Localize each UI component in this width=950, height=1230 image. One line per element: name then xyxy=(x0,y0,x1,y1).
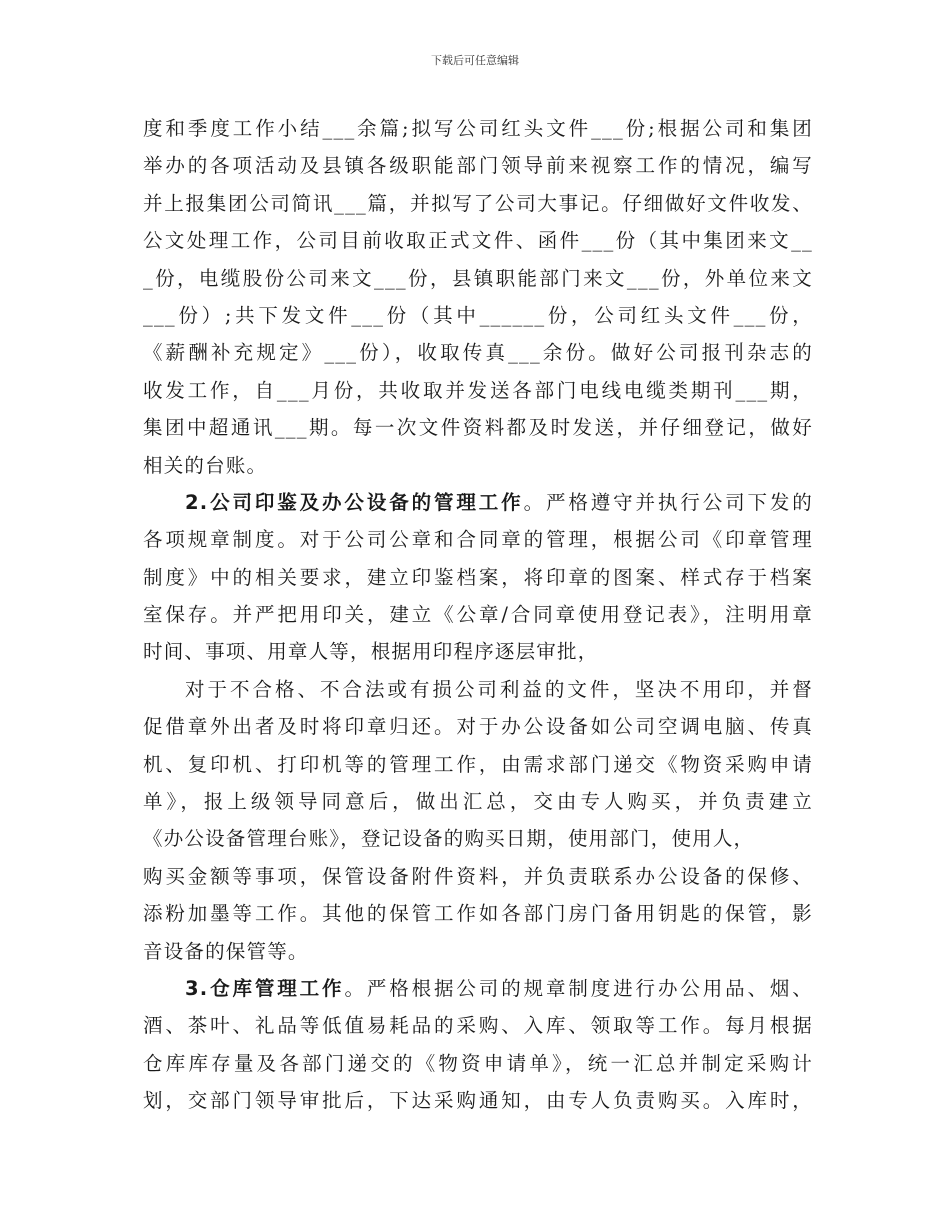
body-line: 音设备的保管等。 xyxy=(143,939,309,963)
body-line: 室保存。并严把用印关，建立《公章/合同章使用登记表》，注明用章 xyxy=(143,603,813,627)
section-2-heading: 2.公司印鉴及办公设备的管理工作 xyxy=(185,490,524,514)
body-line: 划，交部门领导审批后，下达采购通知，由专人负责购买。入库时， xyxy=(143,1089,813,1113)
page-header: 下载后可任意编辑 xyxy=(431,54,519,67)
body-line: 度和季度工作小结___余篇;拟写公司红头文件___份;根据公司和集团 xyxy=(143,117,813,140)
body-line: 相关的台账。 xyxy=(143,453,268,477)
body-line: 公文处理工作，公司目前收取正式文件、函件___份（其中集团来文__ xyxy=(143,229,813,253)
body-line: 购买金额等事项，保管设备附件资料，并负责联系办公设备的保修、 xyxy=(143,864,813,888)
body-line: 仓库库存量及各部门递交的《物资申请单》，统一汇总并制定采购计 xyxy=(143,1051,813,1075)
document-body xyxy=(143,110,813,1120)
section-3-first-text: 。严格根据公司的规章制度进行办公用品、烟、 xyxy=(344,976,814,1000)
section-3-heading: 3.仓库管理工作 xyxy=(185,976,345,1000)
body-line: _份，电缆股份公司来文___份，县镇职能部门来文___份，外单位来文 xyxy=(143,266,813,290)
paragraph-3-first-line: 对于不合格、不合法或有损公司利益的文件，坚决不用印，并督 xyxy=(185,677,813,701)
body-line: 收发工作，自___月份，共收取并发送各部门电线电缆类期刊___期， xyxy=(143,378,813,402)
body-line: 《办公设备管理台账》，登记设备的购买日期，使用部门，使用人， xyxy=(143,827,755,851)
body-line: 机、复印机、打印机等的管理工作，由需求部门递交《物资采购申请 xyxy=(143,752,813,776)
section-2-first-text: 。严格遵守并执行公司下发的 xyxy=(523,490,813,514)
body-line: 集团中超通讯___期。每一次文件资料都及时发送，并仔细登记，做好 xyxy=(143,416,813,440)
body-line: ___份）;共下发文件___份（其中______份，公司红头文件___份， xyxy=(143,303,813,327)
body-line: 制度》中的相关要求，建立印鉴档案，将印章的图案、样式存于档案 xyxy=(143,565,813,589)
body-line: 各项规章制度。对于公司公章和合同章的管理，根据公司《印章管理 xyxy=(143,528,813,552)
body-line: 举办的各项活动及县镇各级职能部门领导前来视察工作的情况，编写 xyxy=(143,154,813,178)
body-line: 单》，报上级领导同意后，做出汇总，交由专人购买，并负责建立 xyxy=(143,790,813,814)
section-2-first-line xyxy=(143,484,813,521)
body-line: 添粉加墨等工作。其他的保管工作如各部门房门备用钥匙的保管，影 xyxy=(143,902,813,926)
body-line: 并上报集团公司简讯___篇，并拟写了公司大事记。仔细做好文件收发、 xyxy=(143,191,813,215)
body-line: 酒、茶叶、礼品等低值易耗品的采购、入库、领取等工作。每月根据 xyxy=(143,1014,813,1038)
section-3-first-line xyxy=(143,970,813,1007)
body-line: 促借章外出者及时将印章归还。对于办公设备如公司空调电脑、传真 xyxy=(143,715,813,739)
body-line: 《薪酬补充规定》___份），收取传真___余份。做好公司报刊杂志的 xyxy=(143,341,813,365)
body-line: 时间、事项、用章人等，根据用印程序逐层审批， xyxy=(143,640,599,664)
